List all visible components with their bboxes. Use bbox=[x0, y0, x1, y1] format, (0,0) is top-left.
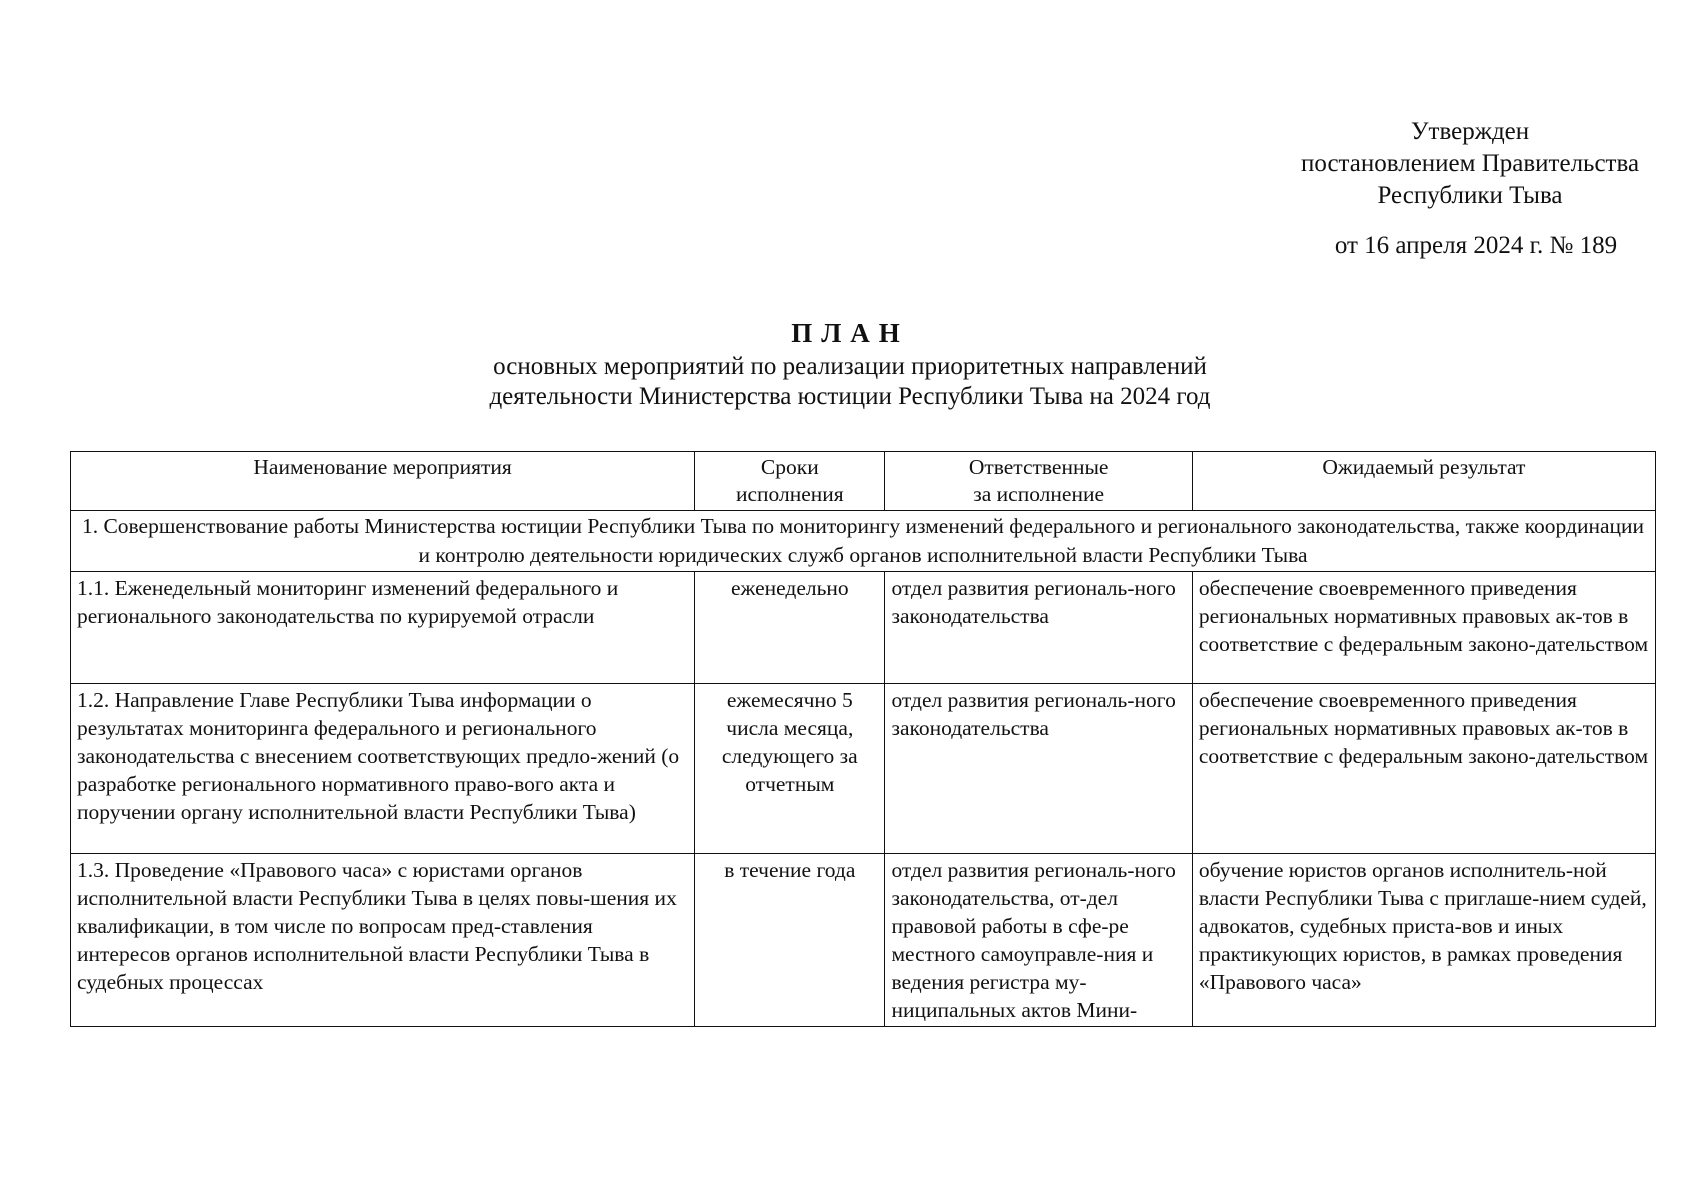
document-title bbox=[300, 318, 1400, 412]
row-responsible: отдел развития региональ-ного законодательства, от-дел правовой работы в сфе-ре местного самоуправле-ния и ведения регистра му-ниципальных актов Мини- bbox=[885, 854, 1192, 1027]
approval-date: от 16 апреля 2024 г. № 189 bbox=[1334, 232, 1618, 259]
row-responsible: отдел развития региональ-ного законодательства bbox=[885, 684, 1192, 854]
header-deadline: Сроки исполнения bbox=[695, 452, 885, 511]
section-title: 1. Совершенствование работы Министерства юстиции Республики Тыва по мониторингу изменений федерального и регионального законодательства, также координации и контролю деятельности юридических служб органов исполнительной власти Республики Тыва bbox=[71, 511, 1656, 572]
table-row bbox=[71, 572, 1656, 684]
row-result: обеспечение своевременного приведения региональных нормативных правовых ак-тов в соответствие с федеральным законо-дательством bbox=[1192, 572, 1655, 684]
section-row bbox=[71, 511, 1656, 572]
approval-line-3: Республики Тыва bbox=[1377, 182, 1563, 209]
row-deadline: ежемесячно 5 числа месяца, следующего за отчетным bbox=[695, 684, 885, 854]
row-deadline: еженедельно bbox=[695, 572, 885, 684]
plan-table bbox=[70, 451, 1656, 1027]
table-row bbox=[71, 684, 1656, 854]
row-name: 1.1. Еженедельный мониторинг изменений федерального и регионального законодательства по курируемой отрасли bbox=[71, 572, 695, 684]
header-name: Наименование мероприятия bbox=[71, 452, 695, 511]
plan-heading: ПЛАН bbox=[791, 318, 909, 348]
row-name: 1.3. Проведение «Правового часа» с юристами органов исполнительной власти Республики Тыва в целях повы-шения их квалификации, в том числе по вопросам пред-ставления интересов органов исполнительной власти Республики Тыва в судебных процессах bbox=[71, 854, 695, 1027]
row-result: обеспечение своевременного приведения региональных нормативных правовых ак-тов в соответствие с федеральным законо-дательством bbox=[1192, 684, 1655, 854]
approval-line-1: Утвержден bbox=[1410, 118, 1530, 145]
header-responsible: Ответственные за исполнение bbox=[885, 452, 1192, 511]
row-result: обучение юристов органов исполнитель-ной власти Республики Тыва с приглаше-нием судей, адвокатов, судебных приста-вов и иных практикующих юристов, в рамках проведения «Правового часа» bbox=[1192, 854, 1655, 1027]
table-header-row bbox=[71, 452, 1656, 511]
approval-line-2: постановлением Правительства bbox=[1300, 150, 1640, 177]
row-deadline: в течение года bbox=[695, 854, 885, 1027]
table-row bbox=[71, 854, 1656, 1027]
row-responsible: отдел развития региональ-ного законодательства bbox=[885, 572, 1192, 684]
plan-subtitle-line-1: основных мероприятий по реализации приоритетных направлений bbox=[493, 353, 1207, 380]
header-result: Ожидаемый результат bbox=[1192, 452, 1655, 511]
approval-block bbox=[1260, 116, 1680, 262]
plan-subtitle-line-2: деятельности Министерства юстиции Республики Тыва на 2024 год bbox=[489, 383, 1211, 410]
row-name: 1.2. Направление Главе Республики Тыва информации о результатах мониторинга федерального и регионального законодательства с внесением соответствующих предло-жений (о разработке регионального нормативного право-вого акта и поручении органу исполнительной власти Республики Тыва) bbox=[71, 684, 695, 854]
